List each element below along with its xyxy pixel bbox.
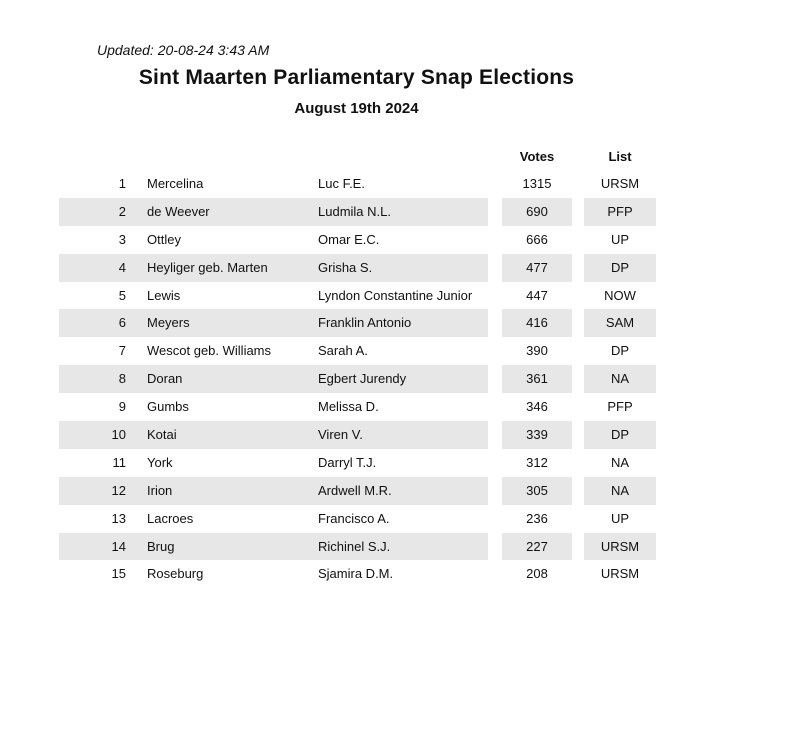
rank-cell: 3 — [118, 231, 126, 247]
list-cell: URSM — [600, 538, 640, 554]
votes-cell: 227 — [526, 538, 548, 554]
last-name-cell: Wescot geb. Williams — [147, 343, 272, 359]
table-row — [0, 226, 800, 254]
list-cell: UP — [610, 510, 630, 526]
table-row — [0, 337, 800, 365]
column-header-votes: Votes — [519, 149, 555, 164]
table-row — [0, 365, 800, 393]
page-title: Sint Maarten Parliamentary Snap Elections — [138, 66, 575, 89]
last-name-cell: Brug — [147, 538, 175, 554]
votes-cell: 236 — [526, 510, 548, 526]
first-name-cell: Omar E.C. — [318, 231, 380, 247]
first-name-cell: Luc F.E. — [318, 176, 365, 191]
table-row — [0, 449, 800, 477]
table-row — [0, 254, 800, 282]
votes-cell: 339 — [526, 427, 548, 443]
votes-cell: 305 — [526, 482, 548, 498]
rank-cell: 4 — [118, 259, 126, 275]
table-row — [0, 198, 800, 226]
first-name-cell: Sarah A. — [318, 343, 368, 359]
first-name-cell: Darryl T.J. — [318, 454, 377, 470]
table-row — [0, 560, 800, 588]
list-cell: PFP — [607, 203, 633, 219]
first-name-cell: Franklin Antonio — [318, 315, 412, 331]
votes-cell: 1315 — [522, 176, 552, 191]
rank-cell: 10 — [111, 427, 126, 443]
table-row — [0, 282, 800, 310]
table-row — [0, 505, 800, 533]
first-name-cell: Viren V. — [318, 427, 363, 443]
last-name-cell: Mercelina — [147, 176, 204, 191]
rank-cell: 2 — [118, 203, 126, 219]
list-cell: NOW — [604, 287, 636, 303]
rank-cell: 9 — [118, 399, 126, 415]
last-name-cell: Lacroes — [147, 510, 194, 526]
rank-cell: 13 — [111, 510, 126, 526]
table-row — [0, 170, 800, 198]
rank-cell: 14 — [111, 538, 126, 554]
rank-cell: 7 — [118, 343, 126, 359]
votes-cell: 666 — [526, 231, 548, 247]
list-cell: URSM — [600, 176, 640, 191]
first-name-cell: Lyndon Constantine Junior — [318, 287, 473, 303]
last-name-cell: Doran — [147, 371, 183, 387]
rank-cell: 5 — [118, 287, 126, 303]
table-row — [0, 477, 800, 505]
rank-cell: 6 — [118, 315, 126, 331]
list-cell: DP — [610, 259, 630, 275]
list-cell: NA — [610, 371, 630, 387]
last-name-cell: Heyliger geb. Marten — [147, 259, 268, 275]
rank-cell: 15 — [111, 566, 126, 582]
first-name-cell: Ardwell M.R. — [318, 482, 392, 498]
votes-cell: 416 — [526, 315, 548, 331]
votes-cell: 477 — [526, 259, 548, 275]
votes-cell: 208 — [526, 566, 548, 582]
first-name-cell: Francisco A. — [318, 510, 390, 526]
column-header-list: List — [608, 149, 632, 164]
last-name-cell: Irion — [147, 482, 173, 498]
votes-cell: 390 — [526, 343, 548, 359]
votes-cell: 447 — [526, 287, 548, 303]
last-name-cell: Gumbs — [147, 399, 189, 415]
list-cell: DP — [610, 343, 630, 359]
list-cell: URSM — [600, 566, 640, 582]
table-row — [0, 393, 800, 421]
rank-cell: 8 — [118, 371, 126, 387]
list-cell: SAM — [605, 315, 635, 331]
last-name-cell: Kotai — [147, 427, 177, 443]
list-cell: NA — [610, 454, 630, 470]
votes-cell: 312 — [526, 454, 548, 470]
results-table — [0, 170, 800, 588]
first-name-cell: Ludmila N.L. — [318, 203, 391, 219]
list-cell: NA — [610, 482, 630, 498]
votes-cell: 361 — [526, 371, 548, 387]
last-name-cell: York — [147, 454, 173, 470]
rank-cell: 1 — [118, 176, 126, 191]
first-name-cell: Sjamira D.M. — [318, 566, 394, 582]
list-cell: UP — [610, 231, 630, 247]
page-subtitle: August 19th 2024 — [294, 100, 419, 117]
table-row — [0, 421, 800, 449]
rank-cell: 11 — [112, 454, 126, 470]
table-row — [0, 533, 800, 561]
first-name-cell: Richinel S.J. — [318, 538, 391, 554]
updated-timestamp: Updated: 20-08-24 3:43 AM — [97, 42, 270, 58]
votes-cell: 690 — [526, 203, 548, 219]
last-name-cell: Lewis — [147, 287, 181, 303]
rank-cell: 12 — [111, 482, 126, 498]
first-name-cell: Melissa D. — [318, 399, 379, 415]
votes-cell: 346 — [526, 399, 548, 415]
first-name-cell: Egbert Jurendy — [318, 371, 407, 387]
table-row — [0, 309, 800, 337]
last-name-cell: Ottley — [147, 231, 181, 247]
first-name-cell: Grisha S. — [318, 259, 373, 275]
last-name-cell: Roseburg — [147, 566, 204, 582]
last-name-cell: Meyers — [147, 315, 190, 331]
last-name-cell: de Weever — [147, 203, 210, 219]
list-cell: PFP — [607, 399, 633, 415]
list-cell: DP — [610, 427, 630, 443]
